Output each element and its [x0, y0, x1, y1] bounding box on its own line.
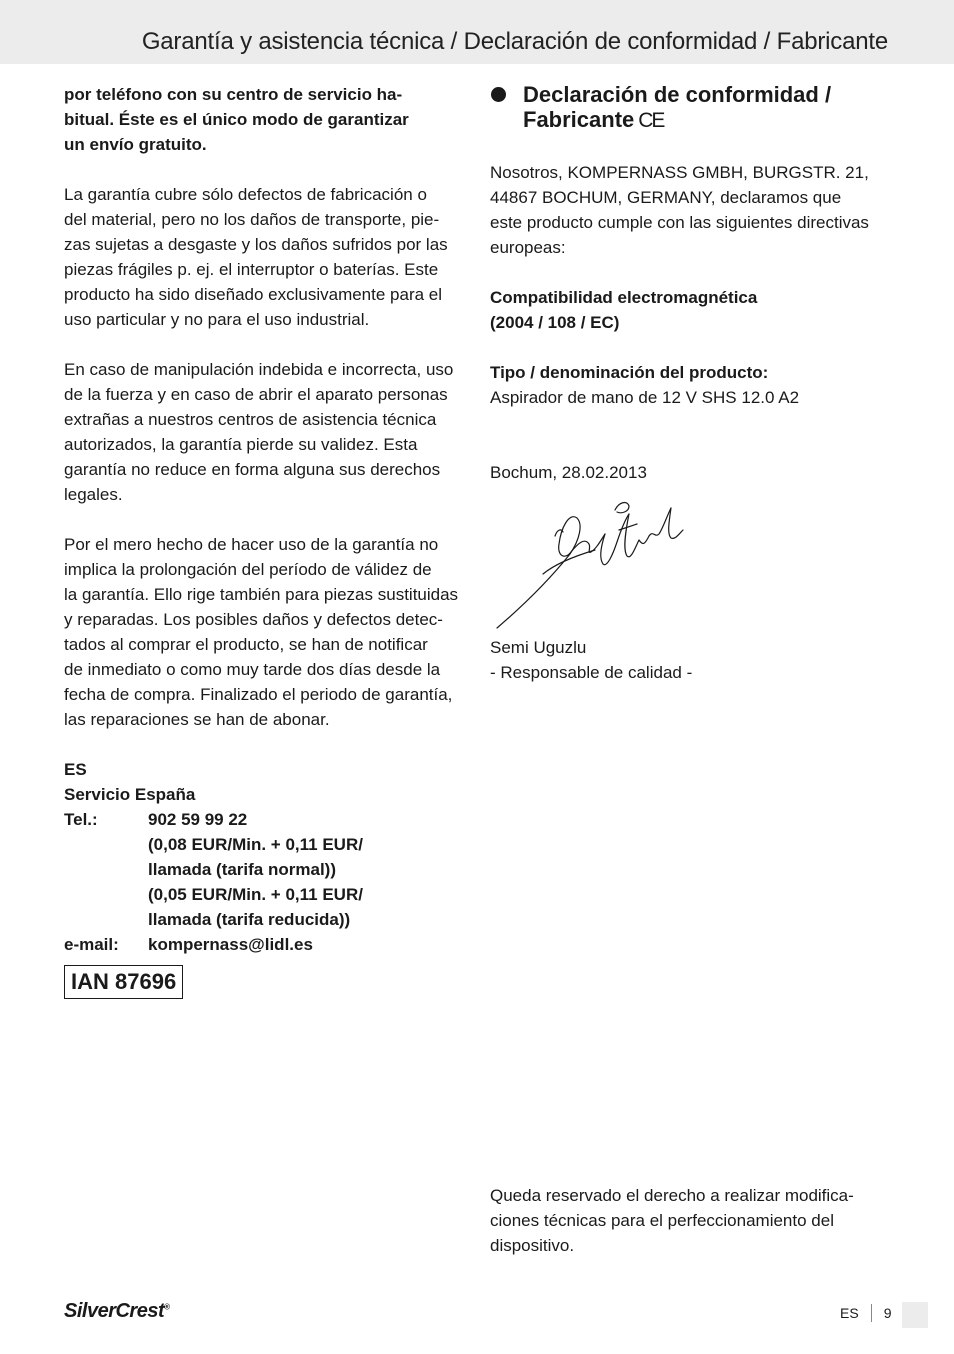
- heading-line-2: [523, 107, 890, 133]
- service-country: ES: [64, 760, 87, 779]
- email-link[interactable]: kompernass@lidl.es: [148, 935, 313, 954]
- text-line: La garantía cubre sólo defectos de fabricación o: [64, 185, 427, 204]
- text-line: fecha de compra. Finalizado el periodo de garantía,: [64, 685, 453, 704]
- text-line: las reparaciones se han de abonar.: [64, 710, 330, 729]
- text-line: este producto cumple con las siguientes directivas: [490, 213, 869, 232]
- text-line: de inmediato o como muy tarde dos días desde la: [64, 660, 441, 679]
- text-line: por teléfono con su centro de servicio ha-: [64, 85, 403, 104]
- signer-name: Semi Uguzlu: [490, 638, 587, 657]
- page-marker-box: [902, 1302, 928, 1328]
- rate-line: (0,08 EUR/Min. + 0,11 EUR/: [148, 835, 363, 854]
- text-line: Por el mero hecho de hacer uso de la garantía no: [64, 535, 439, 554]
- text-line: legales.: [64, 485, 123, 504]
- text-line: la garantía. Ello rige también para piezas sustituidas: [64, 585, 459, 604]
- signer-block: [490, 635, 890, 685]
- text-line: uso particular y no para el uso industrial.: [64, 310, 370, 329]
- text-line: ciones técnicas para el perfeccionamiento del: [490, 1211, 834, 1230]
- page-separator: [871, 1304, 872, 1322]
- text-line: del material, pero no los daños de transporte, pie-: [64, 210, 440, 229]
- ian-number-box: IAN 87696: [64, 965, 183, 999]
- language-code: ES: [840, 1305, 859, 1321]
- section-heading: [490, 82, 890, 133]
- text-line: de la fuerza y en caso de abrir el aparato personas: [64, 385, 448, 404]
- text-line: y reparadas. Los posibles daños y defectos detec-: [64, 610, 443, 629]
- text-line: tados al comprar el producto, se han de notificar: [64, 635, 428, 654]
- header-band: [0, 0, 954, 64]
- text-line: (2004 / 108 / EC): [490, 313, 620, 332]
- registered-mark: ®: [164, 1302, 170, 1312]
- emc-directive: [490, 285, 890, 335]
- text-line: implica la prolongación del período de válidez de: [64, 560, 432, 579]
- ce-mark-icon: CE: [638, 109, 664, 132]
- intro-paragraph: [64, 82, 464, 157]
- page-number: 9: [883, 1305, 892, 1321]
- bullet-icon: [491, 87, 506, 102]
- rate-line: llamada (tarifa normal)): [148, 860, 336, 879]
- text-line: europeas:: [490, 238, 566, 257]
- text-line: producto ha sido diseñado exclusivamente para el: [64, 285, 443, 304]
- declaration-date: Bochum, 28.02.2013: [490, 463, 647, 482]
- left-column: [64, 82, 464, 999]
- page-title: Garantía y asistencia técnica / Declaración de conformidad / Fabricante: [141, 28, 888, 55]
- rate-line: (0,05 EUR/Min. + 0,11 EUR/: [148, 885, 363, 904]
- declaration-paragraph: [490, 160, 890, 260]
- service-phone-row: [64, 807, 464, 832]
- page-info: [840, 1304, 891, 1322]
- signer-role: - Responsable de calidad -: [490, 663, 693, 682]
- signature-image: [495, 494, 695, 634]
- service-name: Servicio España: [64, 785, 196, 804]
- warranty-period-paragraph: [64, 532, 464, 732]
- heading-text: Fabricante: [523, 107, 635, 132]
- text-line: 44867 BOCHUM, GERMANY, declaramos que: [490, 188, 842, 207]
- brand-logo: [64, 1300, 170, 1323]
- product-type-block: [490, 360, 890, 410]
- text-line: dispositivo.: [490, 1236, 575, 1255]
- product-type-value: Aspirador de mano de 12 V SHS 12.0 A2: [490, 388, 800, 407]
- text-line: bitual. Éste es el único modo de garantizar: [64, 110, 409, 129]
- rate-line: llamada (tarifa reducida)): [148, 910, 351, 929]
- warranty-coverage-paragraph: [64, 182, 464, 332]
- service-contact-block: [64, 757, 464, 957]
- text-line: garantía no reduce en forma alguna sus derechos: [64, 460, 441, 479]
- text-line: autorizados, la garantía pierde su validez. Esta: [64, 435, 418, 454]
- text-line: En caso de manipulación indebida e incorrecta, uso: [64, 360, 454, 379]
- heading-line: Declaración de conformidad /: [523, 82, 832, 107]
- product-type-label: Tipo / denominación del producto:: [490, 363, 769, 382]
- service-email-row: [64, 932, 464, 957]
- phone-number[interactable]: 902 59 99 22: [148, 810, 248, 829]
- warranty-void-paragraph: [64, 357, 464, 507]
- text-line: Nosotros, KOMPERNASS GMBH, BURGSTR. 21,: [490, 163, 869, 182]
- technical-changes-note: [490, 1183, 890, 1258]
- phone-label: Tel.:: [64, 810, 98, 829]
- text-line: Queda reservado el derecho a realizar modifica-: [490, 1186, 854, 1205]
- text-line: zas sujetas a desgaste y los daños sufridos por las: [64, 235, 448, 254]
- email-label: e-mail:: [64, 935, 119, 954]
- text-line: piezas frágiles p. ej. el interruptor o baterías. Este: [64, 260, 439, 279]
- text-line: un envío gratuito.: [64, 135, 207, 154]
- text-line: extrañas a nuestros centros de asistencia técnica: [64, 410, 437, 429]
- text-line: Compatibilidad electromagnética: [490, 288, 758, 307]
- brand-logo-text: SilverCrest: [64, 1300, 165, 1322]
